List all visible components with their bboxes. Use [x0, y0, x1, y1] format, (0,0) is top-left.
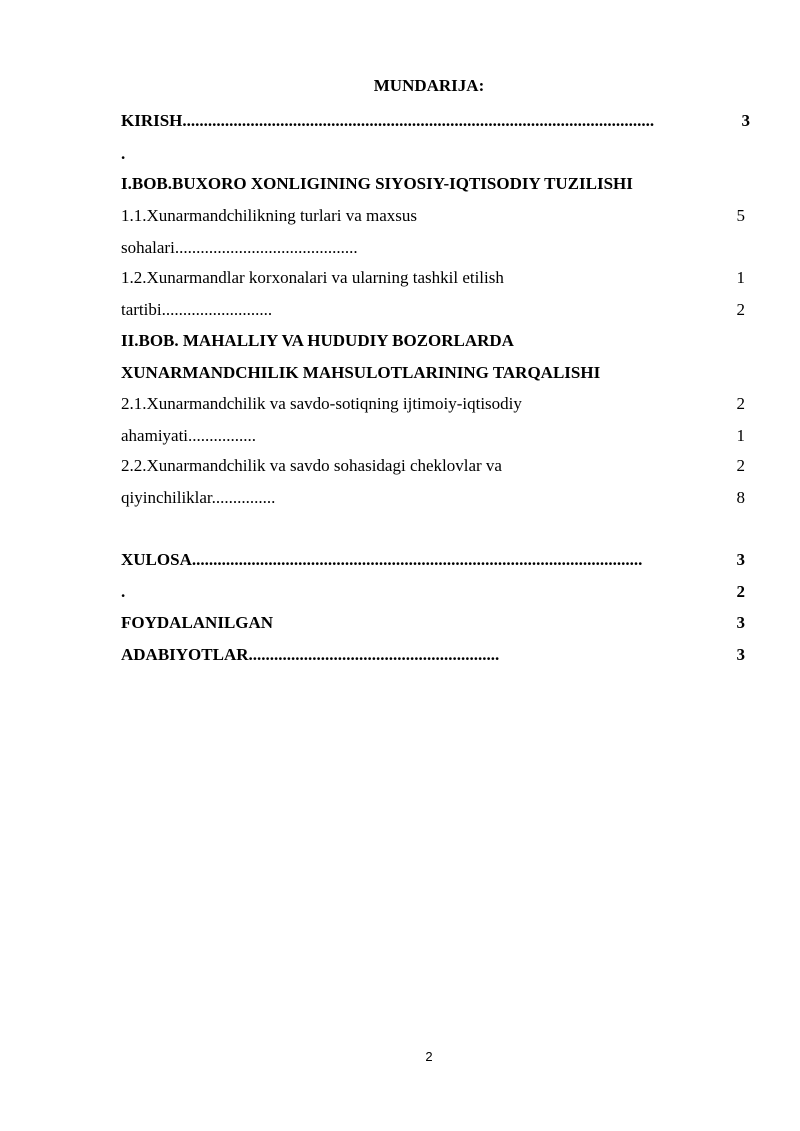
toc-chapter-2-heading-line1: II.BOB. MAHALLIY VA HUDUDIY BOZORLARDA [121, 331, 514, 350]
toc-page-2-2-b: 8 [736, 488, 745, 507]
toc-section-2-1-line2: ahamiyati................ [121, 426, 257, 445]
toc-page-2-1-b: 1 [736, 426, 745, 445]
page-title: MUNDARIJA: [373, 76, 485, 95]
toc-section-2-2-line2: qiyinchiliklar............... [121, 488, 276, 507]
toc-entry-references-line2: ADABIYOTLAR........................................................... [121, 645, 500, 664]
toc-page-1-1: 5 [736, 206, 745, 225]
toc-section-1-2-line1: 1.2.Xunarmandlar korxonalari va ularning tashkil etilish [121, 268, 504, 287]
toc-page-references-b: 3 [736, 645, 745, 664]
toc-section-1-2-line2: tartibi.......................... [121, 300, 273, 319]
toc-chapter-2-heading-line2: XUNARMANDCHILIK MAHSULOTLARINING TARQALISHI [121, 363, 601, 382]
toc-page-2-1-a: 2 [736, 394, 745, 413]
toc-page-2-2-a: 2 [736, 456, 745, 475]
toc-section-2-1-line1: 2.1.Xunarmandchilik va savdo-sotiqning ijtimoiy-iqtisodiy [121, 394, 522, 413]
toc-page-1-2-b: 2 [736, 300, 745, 319]
page-number: 2 [425, 1049, 433, 1064]
toc-entry-references-line1: FOYDALANILGAN [121, 613, 274, 632]
toc-page-1-2-a: 1 [736, 268, 745, 287]
toc-entry-xulosa: XULOSA.......................................................................................................... [121, 550, 643, 569]
toc-page-xulosa-b: 2 [736, 582, 745, 601]
toc-entry-kirish-continuation: . [121, 144, 126, 163]
toc-section-1-1-line1: 1.1.Xunarmandchilikning turlari va maxsus [121, 206, 418, 225]
toc-entry-xulosa-continuation: . [121, 582, 126, 601]
toc-chapter-1-heading: I.BOB.BUXORO XONLIGINING SIYOSIY-IQTISODIY TUZILISHI [121, 174, 633, 193]
toc-entry-kirish: KIRISH............................................................................................................... [121, 111, 655, 130]
toc-page-xulosa-a: 3 [736, 550, 745, 569]
toc-section-2-2-line1: 2.2.Xunarmandchilik va savdo sohasidagi cheklovlar va [121, 456, 502, 475]
toc-page-kirish: 3 [741, 111, 750, 130]
toc-section-1-1-line2: sohalari........................................... [121, 238, 358, 257]
toc-page-references-a: 3 [736, 613, 745, 632]
